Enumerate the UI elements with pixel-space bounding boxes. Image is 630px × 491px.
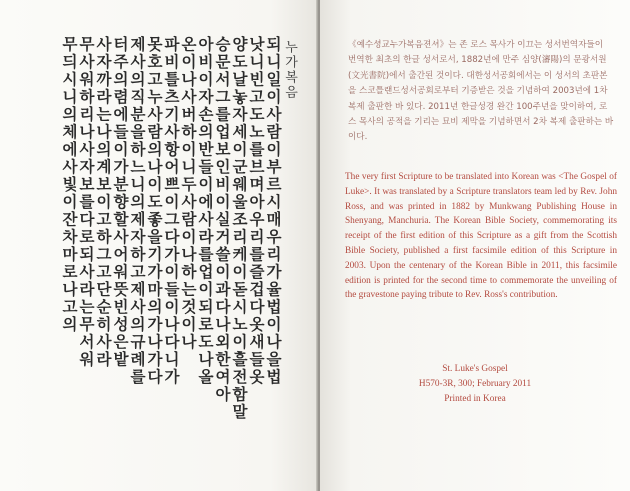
scripture-column: 낫니빈고도노를브며아우리를즐겁다옷새들옷 bbox=[247, 36, 265, 386]
scripture-column: 되니일이사람이부르시매우리가율법이나을법 bbox=[264, 36, 282, 386]
scripture-column: 제사의직분을하느니의제자하고제사의규례를 bbox=[128, 36, 146, 386]
korean-description: 《예수셩교누가복음젼셔》는 존 로스 목사가 이끄는 성서번역자들이 번역한 최초의 한글 성서로서, 1882년에 만주 심양(瀋陽)의 문광서원(文光書院)에서 출간된 것이다. 대한성서공회에서는 이 성서의 초판본을 스코틀랜드성서공회로부터 기증받은 것을 기념하여 2003년에 1차 복제 출판한 바 있다. 2011년 한글성경 완간 100주년을 맞이하여, 로스 목사의 공적을 기리는 묘비 제막을 기념하면서 2차 복제 출판하는 바이다. bbox=[348, 40, 614, 143]
scripture-column: 승문서그를업보인비이실거쓸이과다나외한여아 bbox=[213, 36, 231, 404]
colophon-printed: Printed in Korea bbox=[444, 394, 506, 404]
scripture-column: 아비이자손의반들이에사라를업이되로도나올 bbox=[196, 36, 214, 386]
colophon-title: St. Luke's Gospel bbox=[442, 364, 508, 374]
scripture-column: 못호고누사람의나이도좋을기가마의가나가다 bbox=[145, 36, 163, 386]
scripture-column: 온이나사버하이니두사람이나하는것이나 bbox=[179, 36, 197, 351]
colophon-code: H570-3R, 300; February 2011 bbox=[418, 379, 532, 389]
scripture-column: 무듸시니의체에사빛이잔차마로나고의 bbox=[60, 36, 78, 334]
scripture-column: 무사워하리나사자보를다로되사라는무서워 bbox=[77, 36, 95, 369]
scripture-column: 파비틀츠기사항어쁘이그다가이들이나다니가 bbox=[162, 36, 180, 386]
colophon bbox=[330, 362, 620, 407]
scripture-text-block bbox=[20, 36, 280, 446]
scripture-column: 양도날놓자세이군웨울조리케이돋시노이흘전함말 bbox=[230, 36, 248, 421]
book-title: 누가복음 bbox=[282, 40, 297, 100]
scripture-column: 사자까라는나의계보이고하그고단순히사라 bbox=[94, 36, 112, 369]
english-description: The very first Scripture to be translated into Korean was <The Gospel of Luke>. It was translated by a Scripture translators team led by Rev. John Ross, and was printed in 1882 by Munkwang Publishing House in Shenyang, Manchuria. The Korean Bible Society, commemorating its receipt of the first edition of this Scripture as a gift from the Scottish Bible Society, published a first facsimile edition of this Scripture in 2003. Upon the centenary of the Korean Bible in 2011, this facsimile edition is printed for the second time to commemorate the unveiling of the gravestone paying tribute to Rev. Ross's contribution. bbox=[345, 172, 617, 301]
scripture-column: 터주의렴에들이가분향할사어워뜻빈성은밭 bbox=[111, 36, 129, 369]
